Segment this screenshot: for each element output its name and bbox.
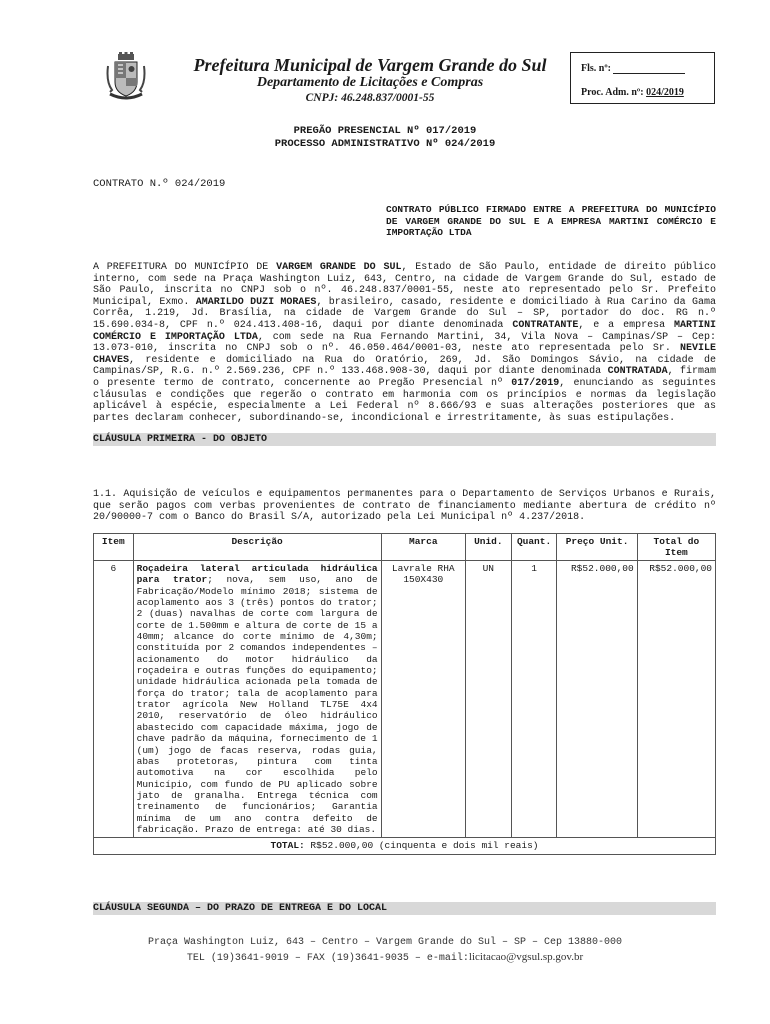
intro-paragraph — [93, 262, 716, 424]
col-header-total: Total do Item — [637, 534, 715, 561]
intro-text: , residente e domiciliado na Rua do Oratório, 269, Jd. São Domingos Sávio, na cidade de Campinas/SP, R.G. n.º 2.569.236, CPF n.º 133.468.908-30, daqui por diante denominada — [93, 354, 716, 378]
intro-bold: AMARILDO DUZI MORAES — [195, 296, 317, 308]
col-header-quantity: Quant. — [511, 534, 557, 561]
intro-bold: MARTINI COMÉRCIO E IMPORTAÇÃO LTDA — [93, 319, 716, 343]
col-header-unit-price: Preço Unit. — [557, 534, 637, 561]
auction-title: PREGÃO PRESENCIAL Nº 017/2019 — [293, 125, 477, 137]
table-total-row — [94, 838, 716, 855]
description-bold: Roçadeira lateral articulada hidráulica para trator — [136, 563, 378, 586]
process-line — [581, 87, 684, 98]
description-text: ; nova, sem uso, ano de Fabricação/Modelo mínimo 2018; sistema de acoplamento aos 3 (três) pontos do trator; 2 (duas) navalhas de corte com largura de corte de 1.500mm e altura de corte de 15 a 40mm; alcance do corte mínimo de 4,30m; constituída por 2 comandos independentes – acionamento do motor hidráulico da roçadeira e outras funções do equipamento; unidade hidráulica acionada pela tomada de força do trator; tala de acoplamento para trator agrícola New Holland TL75E 4x4 2010, reservatório de óleo hidráulico abastecido com capacidade máxima, jogo de chave padrão da máquina, fornecimento de 1 (um) jogo de facas reserva, rodas guia, abas protetoras, pintura com tinta automotiva na cor escolhida pelo Município, com fundo de PU aplicado sobre jato de granalha. Entrega técnica com treinamento de funcionários; Garantia mínima de um ano contra defeito de fabricação. Prazo de entrega: até 30 dias. — [136, 574, 378, 835]
organization-name: Prefeitura Municipal de Vargem Grande do Sul — [193, 55, 547, 75]
intro-bold: NEVILE CHAVES — [93, 343, 716, 366]
table-row — [94, 561, 716, 838]
intro-bold: VARGEM GRANDE DO SUL — [276, 262, 402, 273]
organization-header — [180, 55, 560, 105]
organization-cnpj: CNPJ: 46.248.837/0001-55 — [305, 92, 435, 104]
footer-email: licitacao@vgsul.sp.gov.br — [468, 951, 584, 963]
col-header-item: Item — [94, 534, 134, 561]
intro-text: , firmam o presente termo de contrato, concernente ao Pregão Presencial nº — [93, 366, 716, 389]
folio-label: Fls. nº: — [581, 63, 611, 74]
col-header-description: Descrição — [133, 534, 381, 561]
footer-address: Praça Washington Luiz, 643 – Centro – Vargem Grande do Sul – SP – Cep 13880-000 — [147, 937, 623, 948]
contract-number: CONTRATO N.º 024/2019 — [93, 178, 226, 190]
intro-text: A PREFEITURA DO MUNICÍPIO DE — [93, 262, 277, 273]
col-header-brand: Marca — [381, 534, 465, 561]
cell-total: R$52.000,00 — [637, 561, 715, 838]
page-footer — [0, 936, 770, 966]
clause-item-1-1: 1.1. Aquisição de veículos e equipamentos permanentes para o Departamento de Serviços Urbanos e Rurais, que serão pagos com verbas provenientes de contrato de financiamento mediante abertura de crédito nº 20/90000-7 com o Banco do Brasil S/A, autorizado pela Lei Municipal nº 4.237/2018. — [93, 489, 716, 524]
total-cell — [94, 838, 716, 855]
table-header-row — [94, 534, 716, 561]
cell-description — [133, 561, 381, 838]
items-table — [93, 533, 716, 855]
reference-box — [570, 52, 715, 104]
cell-item: 6 — [94, 561, 134, 838]
process-title: PROCESSO ADMINISTRATIVO Nº 024/2019 — [274, 138, 496, 150]
cell-brand: Lavrale RHA 150X430 — [381, 561, 465, 838]
intro-text: , e a empresa — [578, 319, 674, 331]
intro-text: , com sede na Rua Fernando Martini, 34, Vila Nova – Campinas/SP – Cep: 13.073-010, inscrita no CNPJ sob o nº. 46.050.464/0001-03, neste ato representada pelo Sr. — [93, 331, 716, 355]
cell-quantity: 1 — [511, 561, 557, 838]
department-name: Departamento de Licitações e Compras — [256, 75, 484, 90]
cell-unit-price: R$52.000,00 — [557, 561, 637, 838]
coat-of-arms-icon — [104, 52, 148, 100]
intro-bold: CONTRATANTE — [512, 319, 579, 331]
intro-bold: CONTRATADA — [607, 366, 668, 378]
intro-text: , Estado de São Paulo, entidade de direito público interno, com sede na Praça Washington Luiz, 643, Centro, na cidade de Vargem Grande do Sul, estado de São Paulo, inscrita no CNPJ sob o nº. 46.248.837/0001-55, neste ato representado pelo Sr. Prefeito Municipal, Exmo. — [93, 262, 716, 308]
footer-contact: TEL (19)3641-9019 – FAX (19)3641-9035 – e-mail: — [186, 953, 469, 964]
clause-heading: CLÁUSULA PRIMEIRA - DO OBJETO — [93, 433, 716, 446]
folio-blank — [613, 63, 685, 74]
contract-summary: CONTRATO PÚBLICO FIRMADO ENTRE A PREFEITURA DO MUNICÍPIO DE VARGEM GRANDE DO SUL E A EMPRESA MARTINI COMÉRCIO E IMPORTAÇÃO LTDA — [386, 204, 716, 238]
footer-contact-line — [0, 950, 770, 966]
cell-unit: UN — [465, 561, 511, 838]
clause-heading: CLÁUSULA SEGUNDA – DO PRAZO DE ENTREGA E DO LOCAL — [93, 902, 716, 915]
total-label: TOTAL: — [270, 840, 305, 852]
intro-bold: 017/2019 — [511, 377, 560, 389]
intro-text: , brasileiro, casado, residente e domiciliado à Rua Carino da Gama Corrêa, 1.219, Jd. Brasília, na cidade de Vargem Grande do Sul – SP, portador do doc. RG n.º 15.690.034-8, CPF n.º 024.413.408-16, daqui por diante denominada — [93, 296, 716, 331]
total-value: R$52.000,00 (cinquenta e dois mil reais) — [304, 840, 539, 852]
process-number: 024/2019 — [646, 87, 684, 98]
process-label: Proc. Adm. nº: — [581, 87, 647, 98]
folio-line — [581, 63, 685, 74]
document-title — [0, 125, 770, 151]
col-header-unit: Unid. — [465, 534, 511, 561]
intro-text: , enunciando as seguintes cláusulas e condições que regerão o contrato em harmonia com os princípios e normas da legislação aplicável à espécie, especialmente a Lei Federal nº 8.666/93 e suas alterações posteriores que as partes declaram conhecer, subordinando-se, incondicional e irrestritamente, às suas estipulações. — [93, 377, 716, 424]
